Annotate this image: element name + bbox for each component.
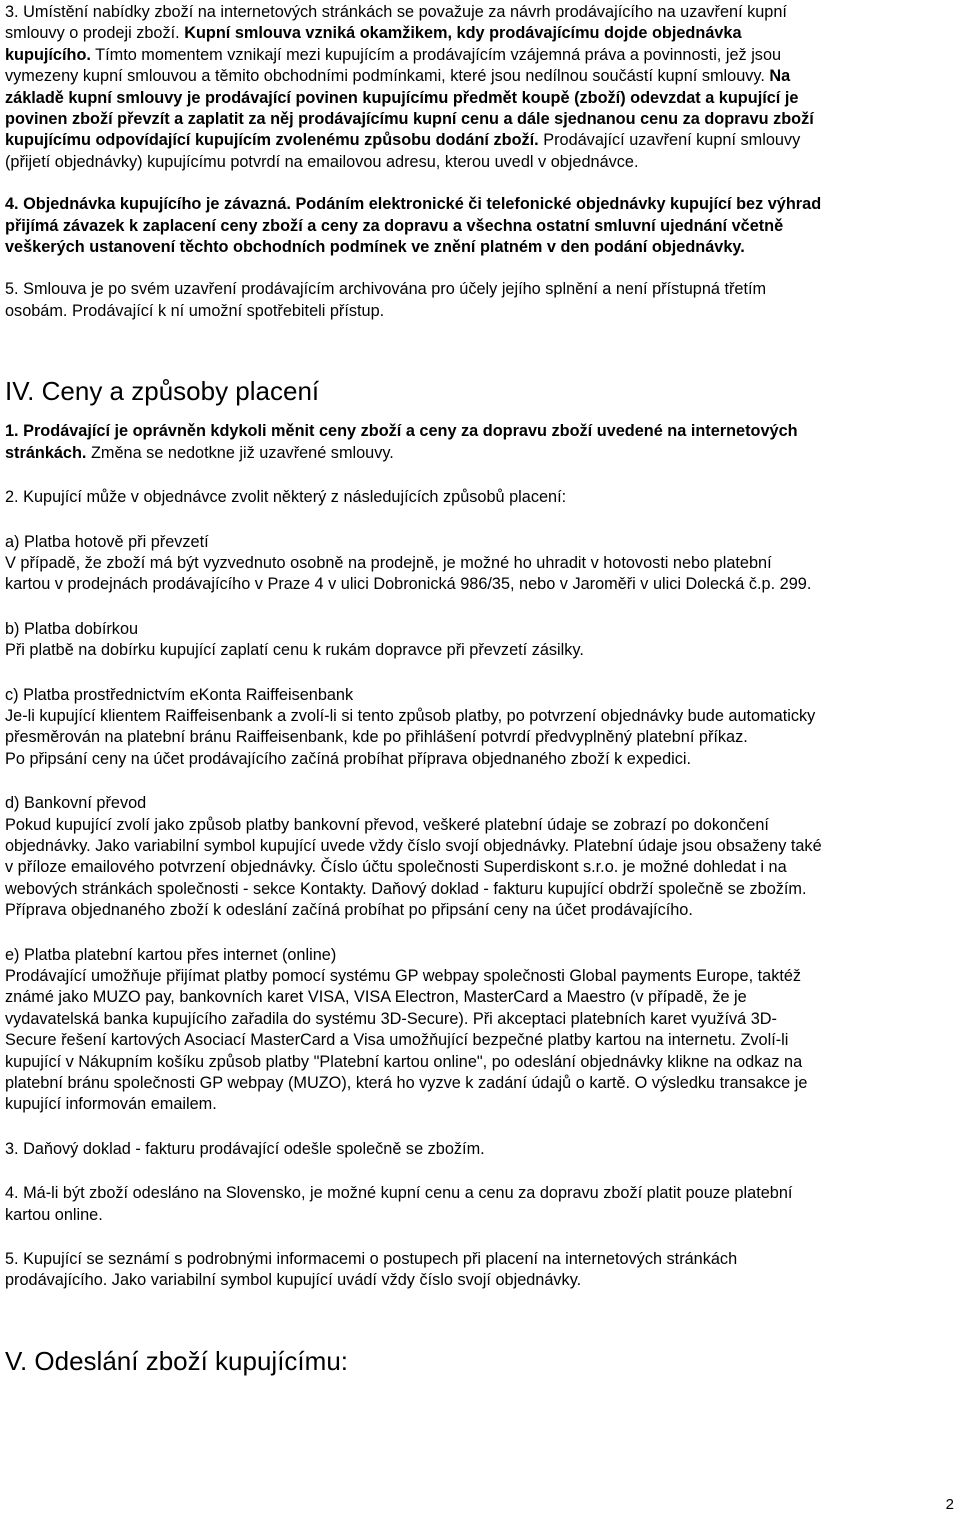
paragraph-3 [5,2,955,173]
text-line: 5. Kupující se seznámí s podrobnými informacemi o postupech při placení na internetových stránkách [5,1250,738,1269]
text-line: Secure řešení kartových Asociací MasterCard a Visa umožňující bezpečné platby kartou na internetu. Zvolí-li [5,1031,789,1050]
text-line: 1. Prodávající je oprávněn kdykoli měnit ceny zboží a ceny za dopravu zboží uvedené na internetových [5,422,798,441]
text-run: Tímto momentem vznikají mezi kupujícím a prodávajícím vzájemná práva a povinnosti, jež jsou [90,45,782,64]
bold-run: Kupní smlouva vzniká okamžikem, kdy prodávajícímu dojde objednávka [184,24,742,43]
text-line: kupující informován emailem. [5,1095,217,1114]
text-line: Po připsání ceny na účet prodávajícího začíná probíhat příprava objednaného zboží k expedici. [5,749,692,768]
text-line: známé jako MUZO pay, bankovních karet VISA, VISA Electron, MasterCard a Maestro (v případě, že je [5,988,747,1007]
text-line [5,130,955,151]
text-run: smlouvy o prodeji zboží. [5,24,185,43]
text-line: přijímá závazek k zaplacení ceny zboží a ceny za dopravu a všechna ostatní smluvní ujednání včetně [5,216,784,235]
text-line: vydavatelská banka kupujícího zařadila do systému 3D-Secure). Při akceptaci platebních karet využívá 3D- [5,1009,777,1028]
text-line [5,45,955,66]
text-line [5,66,955,87]
text-line: Prodávající umožňuje přijímat platby pomocí systému GP webpay společnosti Global payments Europe, taktéž [5,967,802,985]
text-line: veškerých ustanovení těchto obchodních podmínek ve znění platném v den podání objednávky. [5,238,745,257]
payment-option-c [5,685,955,771]
text-line: (přijetí objednávky) kupujícímu potvrdí na emailovou adresu, kterou uvedl v objednávce. [5,152,639,171]
option-title: b) Platba dobírkou [5,619,139,638]
text-line: kupující v Nákupním košíku způsob platby "Platební kartou online", po odeslání objednávky klikne na odkaz na [5,1052,803,1071]
text-line: 4. Objednávka kupujícího je závazná. Podáním elektronické či telefonické objednávky kupující bez výhrad [5,195,822,214]
text-line: Je-li kupující klientem Raiffeisenbank a zvolí-li si tento způsob platby, po potvrzení objednávky bude automaticky [5,706,816,725]
text-line: kartou online. [5,1205,103,1224]
payment-option-b [5,619,955,662]
text-line: platební bránu společnosti GP webpay (MUZO), která ho vyzve k zadání údajů o kartě. O výsledku transakce je [5,1074,808,1093]
text-line: webových stránkách společnosti - sekce Kontakty. Daňový doklad - fakturu kupující obdrží společně se zbožím. [5,879,807,898]
option-title: c) Platba prostřednictvím eKonta Raiffeisenbank [5,685,354,704]
text-line: osobám. Prodávající k ní umožní spotřebiteli přístup. [5,301,385,320]
text-run: vymezeny kupní smlouvou a těmito obchodními podmínkami, které jsou nedílnou součástí kupní smlouvy. [5,67,765,86]
bold-run: kupujícímu odpovídající kupujícím zvolenému způsobu dodání zboží. [5,131,539,150]
section-heading-iv: IV. Ceny a způsoby placení [5,376,320,407]
text-line: Při platbě na dobírku kupující zaplatí cenu k rukám dopravce při převzetí zásilky. [5,641,584,660]
text-line: povinen zboží převzít a zaplatit za něj prodávajícímu kupní cenu a dále sjednanou cenu za dopravu zboží [5,110,814,129]
clause-1 [5,421,955,464]
paragraph-5 [5,279,955,322]
bold-run: Na [769,67,791,86]
bold-run: kupujícího. [5,45,91,64]
clause-2: 2. Kupující může v objednávce zvolit některý z následujících způsobů placení: [5,488,567,507]
clause-3: 3. Daňový doklad - fakturu prodávající odešle společně se zbožím. [5,1139,485,1158]
payment-option-d [5,793,955,921]
text-run: Změna se nedotkne již uzavřené smlouvy. [86,443,394,462]
payment-option-a [5,532,955,596]
clause-5 [5,1249,955,1292]
text-line: objednávky. Jako variabilní symbol kupující uvede vždy číslo svojí objednávky. Platební údaje jsou obsaženy také [5,836,822,855]
text-line: přesměrován na platební bránu Raiffeisenbank, kde po přihlášení potvrdí předvyplněný platební příkaz. [5,728,748,747]
text-line: 5. Smlouva je po svém uzavření prodávajícím archivována pro účely jejího splnění a není přístupná třetím [5,280,767,299]
text-line: kartou v prodejnách prodávajícího v Praze 4 v ulici Dobronická 986/35, nebo v Jaroměři v ulici Dolecká č.p. 299. [5,575,812,594]
text-line [5,443,955,464]
section-heading-v: V. Odeslání zboží kupujícímu: [5,1345,349,1376]
option-title: e) Platba platební kartou přes internet (online) [5,945,337,964]
bold-run: stránkách. [5,443,87,462]
text-line: Příprava objednaného zboží k odeslání začíná probíhat po připsání ceny na účet prodávajícího. [5,901,693,920]
option-title: a) Platba hotově při převzetí [5,532,209,551]
text-line: V případě, že zboží má být vyzvednuto osobně na prodejně, je možné ho uhradit v hotovosti nebo platební [5,553,772,572]
text-line: 3. Umístění nabídky zboží na internetových stránkách se považuje za návrh prodávajícího na uzavření kupní [5,3,787,21]
text-line: Pokud kupující zvolí jako způsob platby bankovní převod, veškeré platební údaje se zobrazí po dokončení [5,815,769,834]
text-line: základě kupní smlouvy je prodávající povinen kupujícímu předmět koupě (zboží) odevzdat a kupující je [5,88,799,107]
text-line: prodávajícího. Jako variabilní symbol kupující uvádí vždy číslo svojí objednávky. [5,1271,582,1290]
paragraph-4 [5,194,955,258]
text-line: 4. Má-li být zboží odesláno na Slovensko, je možné kupní cenu a cenu za dopravu zboží platit pouze platební [5,1184,793,1203]
clause-4 [5,1183,955,1226]
text-run: Prodávající uzavření kupní smlouvy [538,131,801,150]
text-line [5,23,955,44]
payment-option-e [5,945,955,1116]
option-title: d) Bankovní převod [5,794,147,813]
document-page [5,2,955,1377]
text-line: v příloze emailového potvrzení objednávky. Číslo účtu společnosti Superdiskont s.r.o. je možné dohledat i na [5,858,787,877]
page-number: 2 [945,1496,954,1513]
